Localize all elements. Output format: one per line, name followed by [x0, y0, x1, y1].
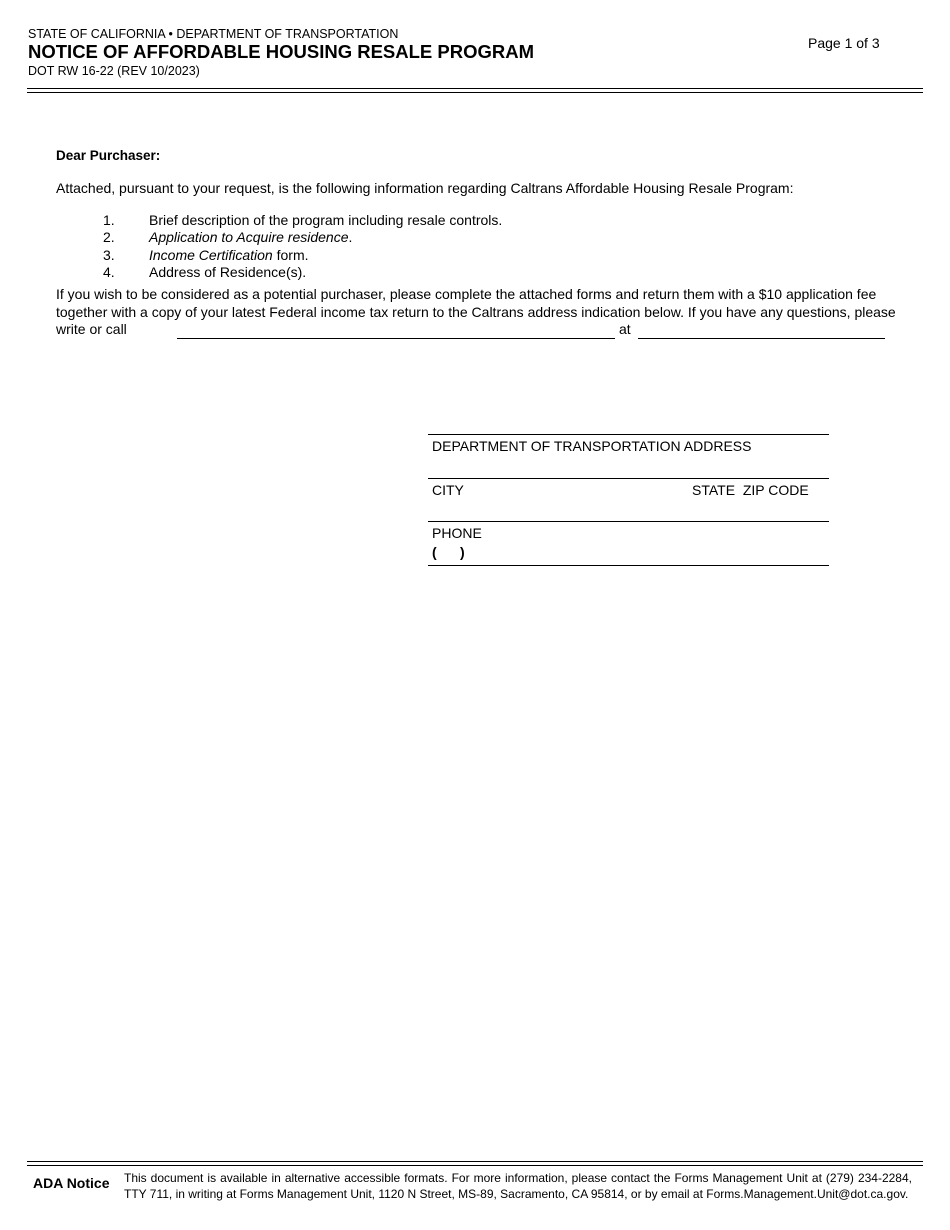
contact-phone-line [638, 338, 885, 339]
address-field[interactable] [432, 456, 824, 474]
greeting: Dear Purchaser: [56, 148, 161, 163]
list-item-number: 2. [103, 229, 115, 245]
contact-name-line [177, 338, 615, 339]
state-zip-field[interactable] [692, 500, 824, 518]
phone-field[interactable] [470, 543, 824, 561]
city-divider [428, 478, 829, 479]
contact-name-field[interactable] [178, 322, 614, 339]
ada-notice-label: ADA Notice [33, 1175, 110, 1191]
list-item-text: Brief description of the program including resale controls. [149, 212, 503, 228]
address-divider [428, 434, 829, 435]
city-field[interactable] [432, 500, 682, 518]
phone-label: PHONE [432, 525, 482, 541]
page-indicator: Page 1 of 3 [808, 35, 880, 51]
list-item-number: 4. [103, 264, 115, 280]
list-item-text: Income Certification form. [149, 247, 309, 263]
header-divider-top [27, 88, 923, 89]
phone-bottom-line [428, 565, 829, 566]
address-label: DEPARTMENT OF TRANSPORTATION ADDRESS [432, 438, 752, 454]
ada-notice-text: This document is available in alternative accessible formats. For more information, please contact the Forms Management Unit at (279) 234-2284, TTY 711, in writing at Forms Management Unit, 1120 N Street, MS-89, Sacramento, CA 95814, or by email at Forms.Management.Unit@dot.ca.gov. [124, 1171, 912, 1201]
list-item-text: Application to Acquire residence. [149, 229, 353, 245]
instructions-paragraph: If you wish to be considered as a potential purchaser, please complete the attached forms and return them with a $10 application fee together with a copy of your latest Federal income tax return to the Caltrans address indication below. If you have any questions, please write or call [56, 286, 896, 337]
list-item-number: 3. [103, 247, 115, 263]
list-item-number: 1. [103, 212, 115, 228]
page-title: NOTICE OF AFFORDABLE HOUSING RESALE PROGRAM [28, 41, 535, 62]
agency-line: STATE OF CALIFORNIA • DEPARTMENT OF TRANSPORTATION [28, 27, 399, 41]
footer-divider-bottom [27, 1165, 923, 1166]
phone-area-code-parens: ( ) [432, 544, 465, 560]
state-zip-label: STATE ZIP CODE [692, 482, 809, 498]
list-item-text: Address of Residence(s). [149, 264, 307, 280]
intro-text: Attached, pursuant to your request, is the following information regarding Caltrans Affordable Housing Resale Program: [56, 180, 794, 196]
at-label: at [619, 321, 631, 337]
footer-divider-top [27, 1161, 923, 1162]
header-divider-bottom [27, 92, 923, 93]
phone-divider [428, 521, 829, 522]
city-label: CITY [432, 482, 464, 498]
form-number: DOT RW 16-22 (REV 10/2023) [28, 64, 200, 78]
contact-phone-field[interactable] [639, 322, 884, 339]
